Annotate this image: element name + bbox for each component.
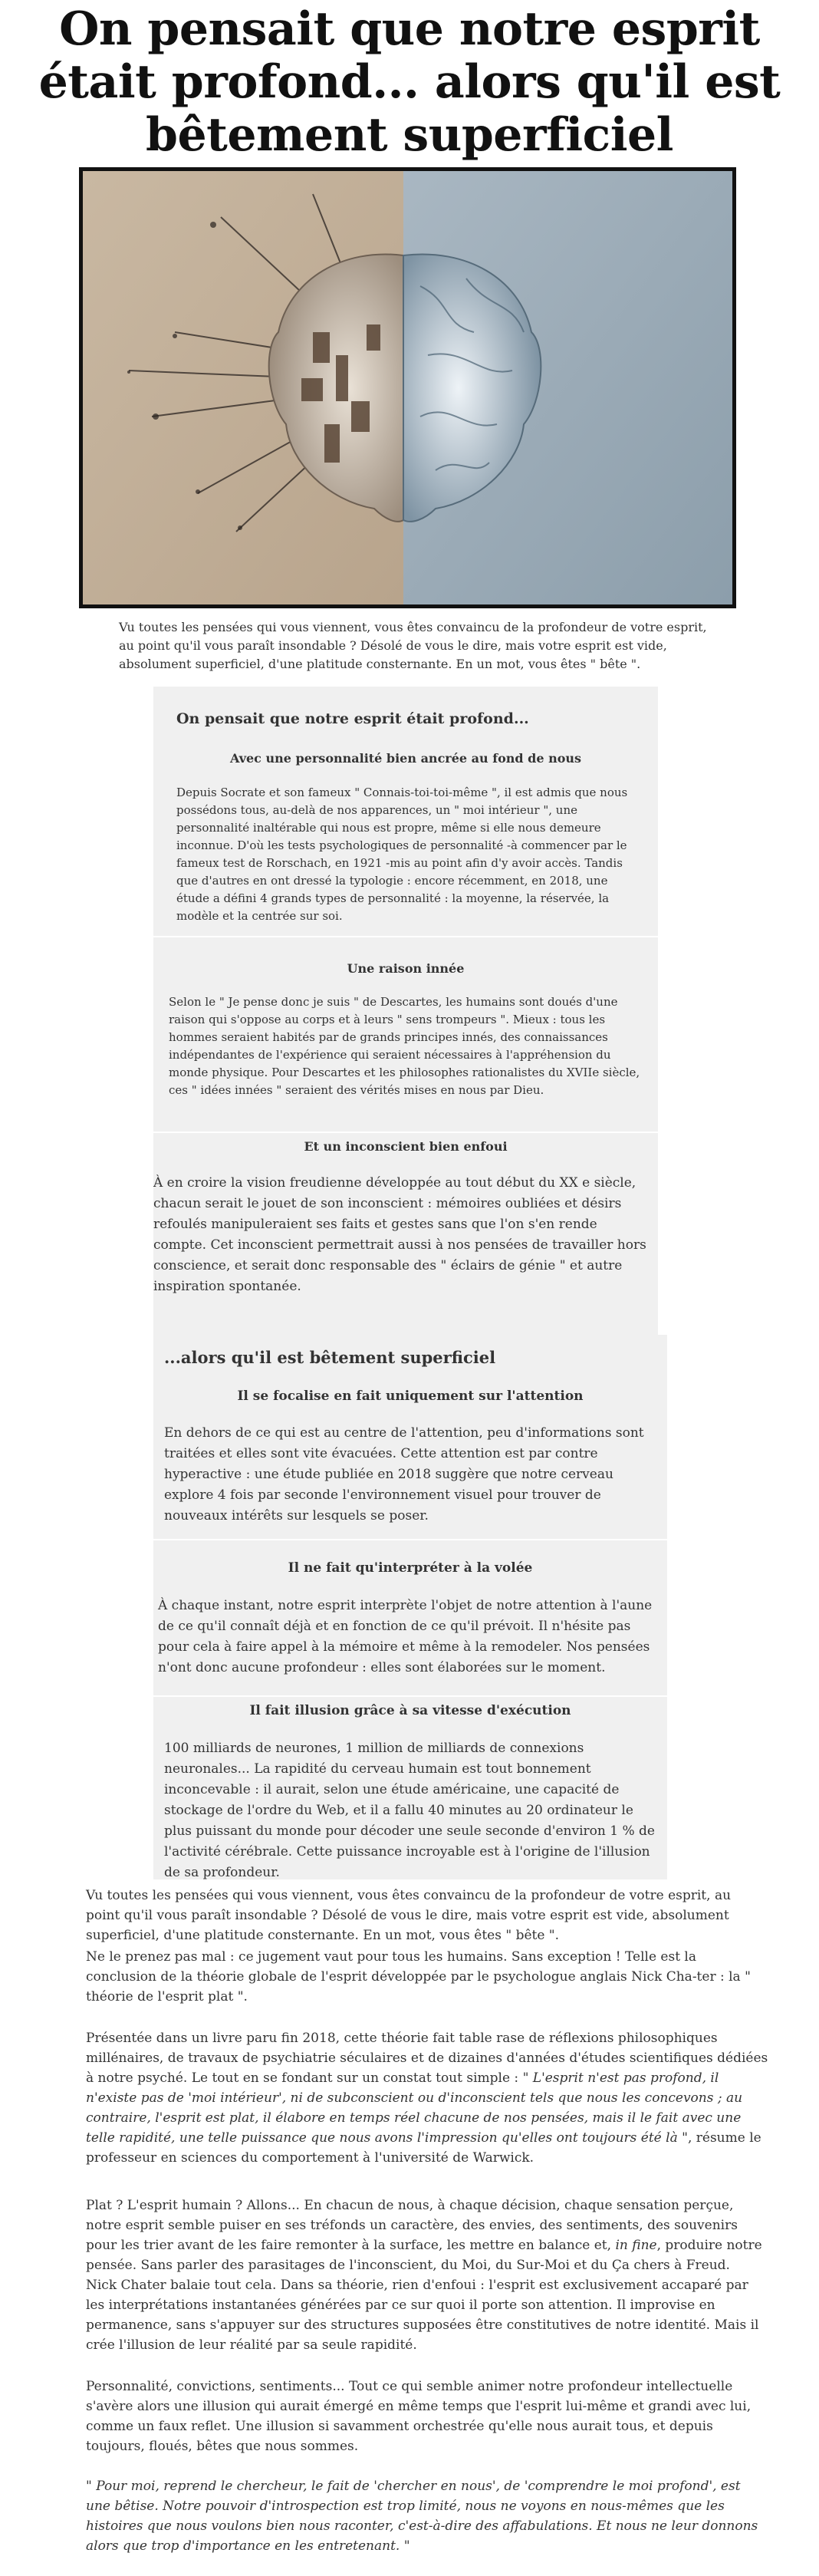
part2-heading: ...alors qu'il est bêtement superficiel <box>164 1348 496 1367</box>
article-text: , résume le professeur en sciences du comportement à l'université de Warwick. <box>86 2130 761 2166</box>
article-text: Présentée dans un livre paru fin 2018, cette théorie fait table rase de réflexions philosophiques millénaires, de travaux de psychiatrie séculaires et de dizaines d'années d'études scientifiques dédiées à notre psyché. Le tout en se fondant sur un constat tout simple : <box>86 2031 768 2086</box>
section-title: Et un inconscient bien enfoui <box>304 1139 508 1154</box>
section-text: À chaque instant, notre esprit interprète l'objet de notre attention à l'aune de ce qu'il connaît déjà et en fonction de ce qu'il prévoit. Il n'hésite pas pour cela à faire appel à la mémoire et même à la remodeler. Nos pensées n'ont donc aucune profondeur : elles sont élaborées sur le moment. <box>158 1598 653 1675</box>
article-paragraph: Nick Chater balaie tout cela. Dans sa théorie, rien d'enfoui : l'esprit est exclusivement accaparé par les interprétations instantanées générées par ce sur quoi il porte son attention. Il improvise en permanence, sans s'appuyer sur des structures supposées être constitutives de notre identité. Mais il crée l'illusion de leur réalité par sa seule rapidité. <box>86 2278 759 2353</box>
divider <box>153 1695 667 1697</box>
article-text: , produire notre pensée. Sans parler des parasitages de l'inconscient, du Moi, du Sur-Moi et du Ça chers à Freud. <box>86 2238 762 2273</box>
summary-panel-part2 <box>153 1335 667 1879</box>
article-emphasis: in fine <box>615 2238 657 2253</box>
intro-paragraph: Vu toutes les pensées qui vous viennent, vous êtes convaincu de la profondeur de votre esprit, au point qu'il vous paraît insondable ? Désolé de vous le dire, mais votre esprit est vide, absolument superficiel, d'une platitude consternante. En un mot, vous êtes " bête ". <box>119 620 707 671</box>
article-paragraph: Vu toutes les pensées qui vous viennent, vous êtes convaincu de la profondeur de votre esprit, au point qu'il vous paraît insondable ? Désolé de vous le dire, mais votre esprit est vide, absolument superficiel, d'une platitude consternante. En un mot, vous êtes " bête ". <box>86 1888 732 1943</box>
article-quote: " L'esprit n'est pas profond, il n'existe pas de 'moi intérieur', ni de subconscient ou d'inconscient tels que nous les concevons ; au contraire, l'esprit est plat, il élabore en temps réel chacune de nos pensées, mais il le fait avec une telle rapidité, une telle puissance que nous avons l'impression qu'elles ont toujours été là " <box>86 2070 743 2146</box>
divider <box>153 1539 667 1540</box>
section-title: Il se focalise en fait uniquement sur l'attention <box>237 1388 584 1404</box>
page-title: On pensait que notre esprit était profond... alors qu'il est bêtement superficiel <box>38 2 781 162</box>
section-text: À en croire la vision freudienne développée au tout début du XX e siècle, chacun serait le jouet de son inconscient : mémoires oubliées et désirs refoulés manipuleraient ses faits et gestes sans que l'on s'en rende compte. Cet inconscient permettrait aussi à nos pensées de travailler hors conscience, et serait donc responsable des " éclairs de génie " et autre inspiration spontanée. <box>153 1175 646 1294</box>
section-text: 100 milliards de neurones, 1 million de milliards de connexions neuronales... La rapidité du cerveau humain est tout bonnement inconcevable : il aurait, selon une étude américaine, une capacité de stockage de l'ordre du Web, et il a fallu 40 minutes au 20 ordinateur le plus puissant du monde pour décoder une seule seconde d'environ 1 % de l'activité cérébrale. Cette puissance incroyable est à l'origine de l'illusion de sa profondeur. <box>164 1741 655 1880</box>
section-text: Depuis Socrate et son fameux " Connais-toi-toi-même ", il est admis que nous possédons tous, au-delà de nos apparences, un " moi intérieur ", une personnalité inaltérable qui nous est propre, même si elle nous demeure inconnue. D'où les tests psychologiques de personnalité -à commencer par le fameux test de Rorschach, en 1921 -mis au point afin d'y avoir accès. Tandis que d'autres en ont dressé la typologie : encore récemment, en 2018, une étude a défini 4 grands types de personnalité : la moyenne, la réservée, la modèle et la centrée sur soi. <box>176 786 628 923</box>
summary-panel-part1 <box>153 687 658 1352</box>
article-paragraph <box>86 2196 768 2275</box>
article-paragraph: Ne le prenez pas mal : ce jugement vaut pour tous les humains. Sans exception ! Telle est la conclusion de la théorie globale de l'esprit développée par le psychologue anglais Nick Cha-ter : la " théorie de l'esprit plat ". <box>86 1949 751 2004</box>
section-title: Il ne fait qu'interpréter à la volée <box>288 1560 533 1576</box>
article-paragraph: Personnalité, convictions, sentiments... Tout ce qui semble animer notre profondeur intellectuelle s'avère alors une illusion qui aurait émergé en même temps que l'esprit lui-même et grandi avec lui, comme un faux reflet. Une illusion si savamment orchestrée qu'elle nous aurait tous, et depuis toujours, floués, bêtes que nous sommes. <box>86 2379 752 2454</box>
section-text: Selon le " Je pense donc je suis " de Descartes, les humains sont doués d'une raison qui s'oppose au corps et à leurs " sens trompeurs ". Mieux : tous les hommes seraient habités par de grands principes innés, des connaissances indépendantes de l'expérience qui seraient nécessaires à l'appréhension du monde physique. Pour Descartes et les philosophes rationalistes du XVIIe siècle, ces " idées innées " seraient des vérités mises en nous par Dieu. <box>169 995 640 1097</box>
brain-illustration <box>83 171 732 604</box>
part1-heading: On pensait que notre esprit était profond... <box>176 710 529 727</box>
article-text: Plat ? L'esprit humain ? Allons... En chacun de nous, à chaque décision, chaque sensation perçue, notre esprit semble puiser en ses tréfonds un caractère, des envies, des sentiments, des souvenirs pour les trier avant de les faire remonter à la surface, les mettre en balance et, <box>86 2198 738 2253</box>
section-title: Avec une personnalité bien ancrée au fond de nous <box>229 751 582 766</box>
divider <box>153 1132 658 1133</box>
hero-image <box>79 167 736 608</box>
section-title: Une raison innée <box>347 961 465 976</box>
article-paragraph <box>86 2028 768 2168</box>
section-text: En dehors de ce qui est au centre de l'attention, peu d'informations sont traitées et elles sont vite évacuées. Cette attention est par contre hyperactive : une étude publiée en 2018 suggère que notre cerveau explore 4 fois par seconde l'environnement visuel pour trouver de nouveaux intérêts sur lesquels se poser. <box>164 1425 644 1524</box>
section-title: Il fait illusion grâce à sa vitesse d'exécution <box>249 1703 571 1718</box>
article-quote-paragraph: " Pour moi, reprend le chercheur, le fait de 'chercher en nous', de 'comprendre le moi profond', est une bêtise. Notre pouvoir d'introspection est trop limité, nous ne voyons en nous-mêmes que les histoires que nous voulons bien nous raconter, c'est-à-dire des affabulations. Et nous ne leur donnons alors que trop d'importance en les entretenant. " <box>86 2479 758 2554</box>
divider <box>153 936 658 937</box>
